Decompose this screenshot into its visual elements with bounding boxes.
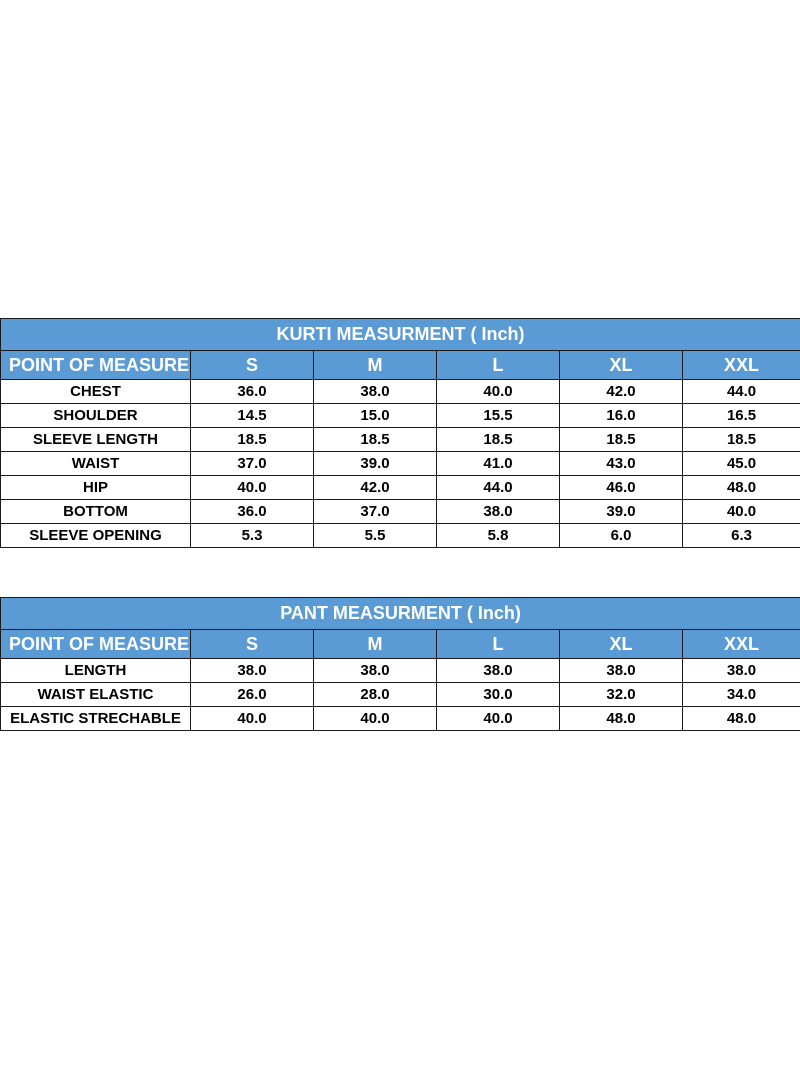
table-cell: 40.0 — [191, 707, 314, 731]
column-header-point-of-measure: POINT OF MEASURE — [1, 351, 191, 380]
table-cell: 45.0 — [683, 452, 800, 476]
table-cell: 18.5 — [437, 428, 560, 452]
table-cell: 30.0 — [437, 683, 560, 707]
table-cell: 37.0 — [314, 500, 437, 524]
table-cell: 34.0 — [683, 683, 800, 707]
table-cell: 16.5 — [683, 404, 800, 428]
table-cell: 15.5 — [437, 404, 560, 428]
table-cell: 6.3 — [683, 524, 800, 548]
table-cell: 38.0 — [314, 380, 437, 404]
table-cell: 5.8 — [437, 524, 560, 548]
table-cell: 46.0 — [560, 476, 683, 500]
table-cell: 41.0 — [437, 452, 560, 476]
table-cell: 38.0 — [314, 659, 437, 683]
table-cell: 44.0 — [437, 476, 560, 500]
table-cell: 36.0 — [191, 500, 314, 524]
table-row — [1, 404, 800, 428]
row-label: WAIST ELASTIC — [1, 683, 191, 707]
kurti-table-title: KURTI MEASURMENT ( Inch) — [1, 319, 800, 351]
table-row — [1, 452, 800, 476]
table-cell: 48.0 — [683, 476, 800, 500]
table-cell: 5.5 — [314, 524, 437, 548]
table-cell: 42.0 — [560, 380, 683, 404]
column-header-xxl: XXL — [683, 351, 800, 380]
table-cell: 40.0 — [191, 476, 314, 500]
table-cell: 18.5 — [683, 428, 800, 452]
kurti-measurement-table — [0, 318, 800, 548]
column-header-s: S — [191, 351, 314, 380]
column-header-xl: XL — [560, 351, 683, 380]
table-row — [1, 659, 800, 683]
table-row — [1, 524, 800, 548]
table-cell: 38.0 — [683, 659, 800, 683]
table-cell: 18.5 — [560, 428, 683, 452]
table-cell: 18.5 — [314, 428, 437, 452]
pant-title-row — [1, 598, 800, 630]
pant-table-title: PANT MEASURMENT ( Inch) — [1, 598, 800, 630]
column-header-xl: XL — [560, 630, 683, 659]
table-cell: 39.0 — [560, 500, 683, 524]
column-header-l: L — [437, 630, 560, 659]
table-cell: 32.0 — [560, 683, 683, 707]
table-cell: 14.5 — [191, 404, 314, 428]
table-cell: 36.0 — [191, 380, 314, 404]
table-cell: 44.0 — [683, 380, 800, 404]
kurti-title-row — [1, 319, 800, 351]
table-cell: 16.0 — [560, 404, 683, 428]
column-header-l: L — [437, 351, 560, 380]
kurti-header-row — [1, 351, 800, 380]
table-cell: 40.0 — [437, 380, 560, 404]
table-row — [1, 500, 800, 524]
column-header-s: S — [191, 630, 314, 659]
row-label: SHOULDER — [1, 404, 191, 428]
row-label: SLEEVE LENGTH — [1, 428, 191, 452]
table-cell: 15.0 — [314, 404, 437, 428]
table-cell: 39.0 — [314, 452, 437, 476]
table-cell: 38.0 — [191, 659, 314, 683]
table-cell: 38.0 — [437, 500, 560, 524]
table-cell: 43.0 — [560, 452, 683, 476]
row-label: ELASTIC STRECHABLE — [1, 707, 191, 731]
table-cell: 42.0 — [314, 476, 437, 500]
column-header-m: M — [314, 630, 437, 659]
column-header-m: M — [314, 351, 437, 380]
row-label: HIP — [1, 476, 191, 500]
table-cell: 18.5 — [191, 428, 314, 452]
table-cell: 6.0 — [560, 524, 683, 548]
table-cell: 40.0 — [437, 707, 560, 731]
table-row — [1, 683, 800, 707]
column-header-point-of-measure: POINT OF MEASURE — [1, 630, 191, 659]
table-cell: 48.0 — [560, 707, 683, 731]
table-cell: 40.0 — [683, 500, 800, 524]
table-cell: 5.3 — [191, 524, 314, 548]
table-cell: 38.0 — [437, 659, 560, 683]
row-label: CHEST — [1, 380, 191, 404]
row-label: SLEEVE OPENING — [1, 524, 191, 548]
table-cell: 26.0 — [191, 683, 314, 707]
table-cell: 37.0 — [191, 452, 314, 476]
row-label: LENGTH — [1, 659, 191, 683]
pant-measurement-table — [0, 597, 800, 731]
table-cell: 38.0 — [560, 659, 683, 683]
table-row — [1, 380, 800, 404]
table-row — [1, 476, 800, 500]
row-label: WAIST — [1, 452, 191, 476]
column-header-xxl: XXL — [683, 630, 800, 659]
table-cell: 40.0 — [314, 707, 437, 731]
table-row — [1, 428, 800, 452]
table-cell: 48.0 — [683, 707, 800, 731]
row-label: BOTTOM — [1, 500, 191, 524]
table-row — [1, 707, 800, 731]
pant-header-row — [1, 630, 800, 659]
table-cell: 28.0 — [314, 683, 437, 707]
